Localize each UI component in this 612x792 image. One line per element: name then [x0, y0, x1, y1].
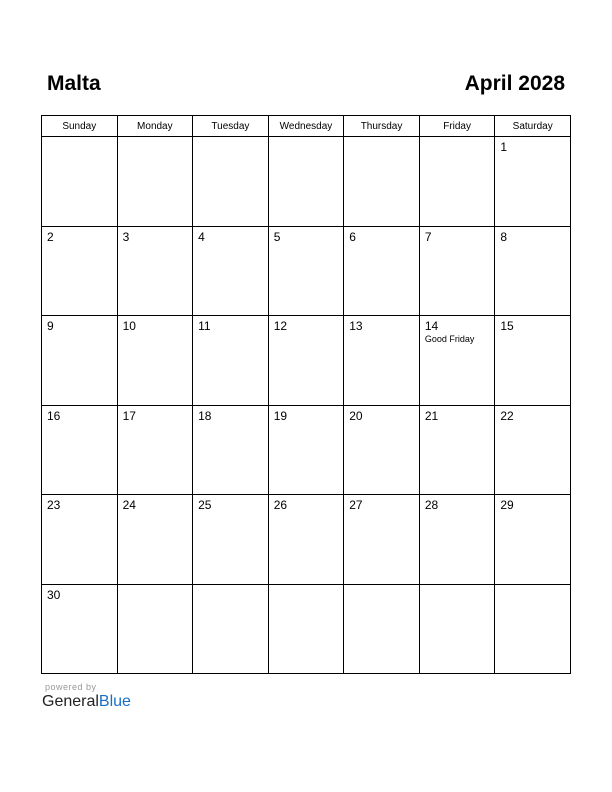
weekday-header-saturday: Saturday	[495, 116, 571, 137]
day-number: 4	[198, 229, 205, 244]
calendar-day-cell	[193, 316, 269, 406]
weekday-header-thursday: Thursday	[344, 116, 420, 137]
brand-name-part2: Blue	[98, 693, 131, 710]
calendar-day-cell	[193, 405, 269, 495]
weekday-header-wednesday: Wednesday	[268, 116, 344, 137]
weekday-header-tuesday: Tuesday	[193, 116, 269, 137]
weekday-header-sunday: Sunday	[42, 116, 118, 137]
calendar-empty-cell	[344, 584, 420, 674]
calendar-day-cell	[268, 226, 344, 316]
day-number: 17	[122, 408, 136, 423]
calendar-week-row	[42, 226, 571, 316]
calendar-day-cell	[419, 226, 495, 316]
powered-by-text: powered by	[45, 682, 97, 692]
calendar-day-cell	[344, 316, 420, 406]
calendar-empty-cell	[193, 137, 269, 227]
day-number: 29	[500, 498, 514, 512]
day-number: 13	[349, 319, 363, 333]
brand-logo	[42, 693, 131, 711]
calendar-empty-cell	[268, 584, 344, 674]
country-title: Malta	[47, 72, 101, 95]
calendar-empty-cell	[268, 137, 344, 227]
calendar-week-row	[42, 495, 571, 585]
calendar-empty-cell	[117, 137, 193, 227]
calendar-day-cell	[344, 226, 420, 316]
day-number: 19	[273, 408, 288, 423]
calendar-empty-cell	[42, 137, 118, 227]
calendar-day-cell	[344, 405, 420, 495]
calendar-day-cell	[419, 405, 495, 495]
day-number: 3	[122, 229, 130, 244]
calendar-day-cell	[193, 226, 269, 316]
calendar-day-cell	[419, 495, 495, 585]
weekday-header-friday: Friday	[419, 116, 495, 137]
month-calendar-grid	[41, 115, 571, 674]
day-number: 6	[349, 229, 356, 244]
calendar-empty-cell	[117, 584, 193, 674]
calendar-header	[42, 70, 570, 100]
calendar-weeks	[42, 137, 571, 674]
calendar-week-row	[42, 137, 571, 227]
calendar-day-cell	[117, 405, 193, 495]
calendar-day-cell	[495, 137, 571, 227]
footer-branding	[42, 682, 131, 711]
month-year-title: April 2028	[464, 72, 565, 95]
calendar-empty-cell	[419, 137, 495, 227]
day-number: 2	[47, 229, 54, 244]
calendar-empty-cell	[193, 584, 269, 674]
day-number: 25	[198, 498, 212, 512]
calendar-day-cell	[193, 495, 269, 585]
calendar-day-cell	[268, 405, 344, 495]
calendar-week-row	[42, 584, 571, 674]
day-number: 24	[122, 498, 136, 512]
calendar-week-row	[42, 316, 571, 406]
day-number: 20	[349, 408, 363, 423]
day-number: 12	[273, 319, 288, 333]
day-number: 16	[47, 408, 61, 423]
day-number: 18	[198, 408, 212, 423]
calendar-day-cell	[495, 495, 571, 585]
calendar-day-cell	[495, 316, 571, 406]
calendar-day-cell	[268, 495, 344, 585]
day-number: 15	[500, 319, 514, 333]
weekday-header-row	[42, 116, 571, 137]
calendar-day-cell	[42, 405, 118, 495]
day-number: 9	[47, 319, 54, 333]
calendar-day-cell	[117, 316, 193, 406]
day-number: 26	[273, 498, 288, 512]
day-number: 28	[424, 498, 439, 512]
calendar-day-cell	[419, 316, 495, 406]
day-number: 23	[47, 498, 61, 512]
weekday-header-monday: Monday	[117, 116, 193, 137]
day-number: 11	[198, 319, 211, 333]
holiday-label: Good Friday	[424, 334, 475, 344]
calendar-day-cell	[42, 584, 118, 674]
day-number: 30	[47, 587, 61, 602]
day-number: 8	[500, 229, 508, 244]
calendar-day-cell	[495, 226, 571, 316]
calendar-day-cell	[117, 495, 193, 585]
calendar-day-cell	[495, 405, 571, 495]
calendar-day-cell	[344, 495, 420, 585]
day-number: 1	[500, 140, 508, 154]
calendar-day-cell	[42, 226, 118, 316]
calendar-empty-cell	[344, 137, 420, 227]
day-number: 22	[500, 408, 514, 423]
calendar-day-cell	[42, 495, 118, 585]
day-number: 14	[424, 319, 439, 333]
calendar-day-cell	[42, 316, 118, 406]
day-number: 27	[349, 498, 363, 512]
day-number: 7	[424, 229, 432, 244]
calendar-day-cell	[268, 316, 344, 406]
brand-name-part1: General	[42, 693, 99, 710]
calendar-week-row	[42, 405, 571, 495]
calendar-empty-cell	[419, 584, 495, 674]
day-number: 21	[424, 408, 439, 423]
day-number: 5	[273, 229, 281, 244]
day-number: 10	[122, 319, 136, 333]
calendar-day-cell	[117, 226, 193, 316]
calendar-empty-cell	[495, 584, 571, 674]
